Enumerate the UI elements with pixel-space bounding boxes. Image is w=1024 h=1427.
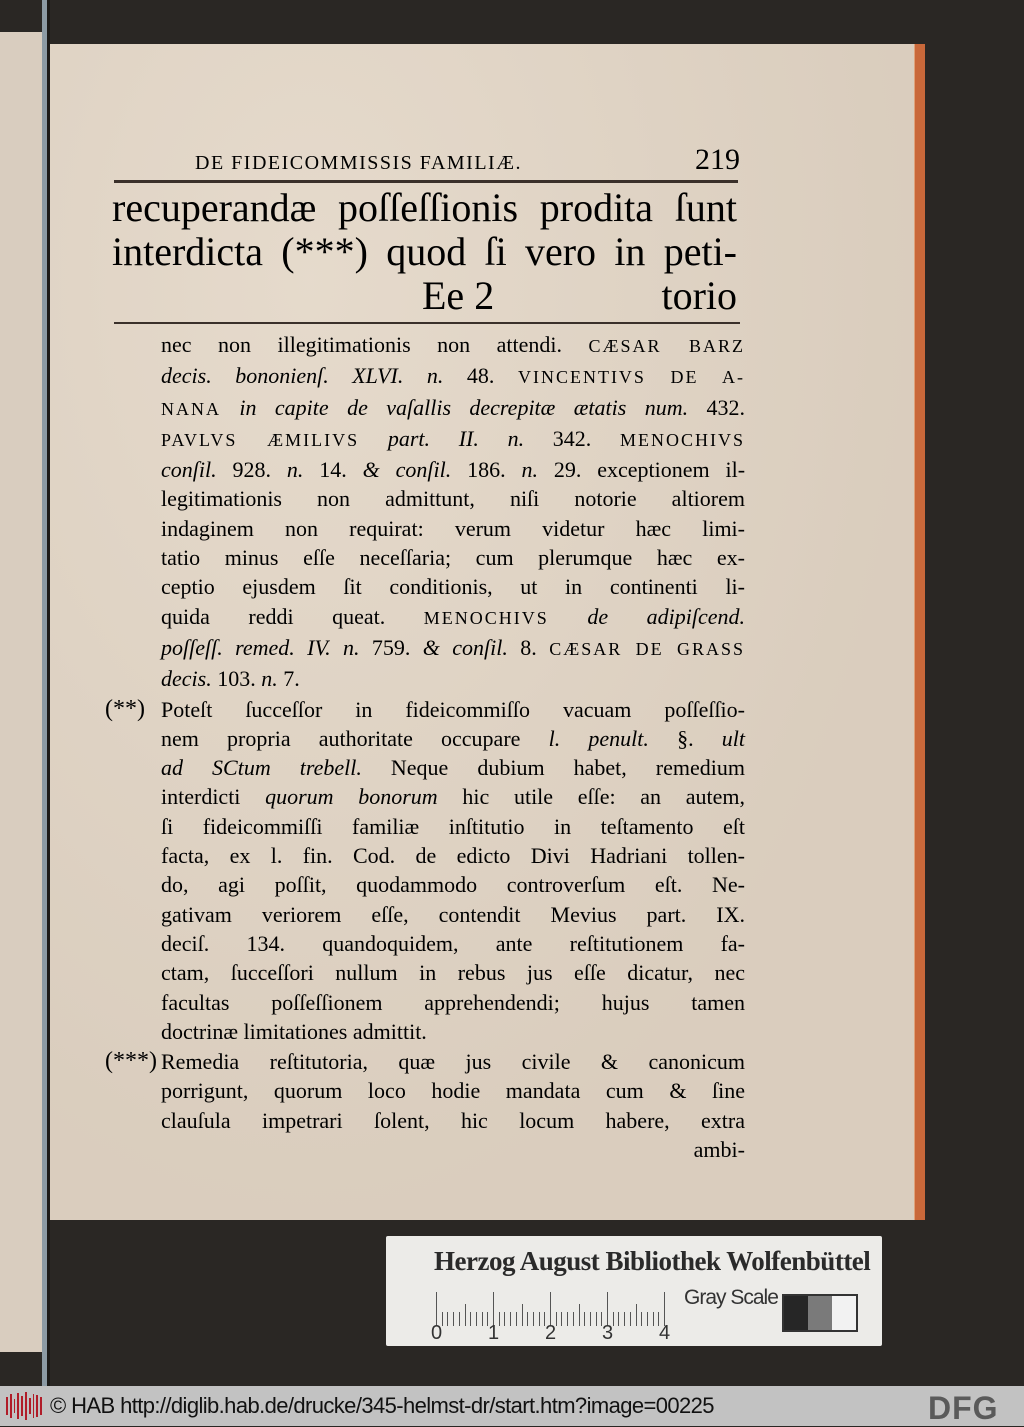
- gray-scale-swatches: [782, 1294, 858, 1332]
- text-run: nem propria authoritate occupare: [161, 725, 549, 751]
- ruler-label: 2: [545, 1322, 557, 1344]
- text-run: clauſula impetrari ſolent, hic locum habere, extra: [161, 1107, 745, 1133]
- text-run: tatio minus eſſe neceſſaria; cum plerumque hæc ex-: [161, 545, 745, 571]
- footnote-line: [161, 602, 745, 633]
- ruler-tick: [567, 1312, 568, 1326]
- main-text: [112, 186, 737, 274]
- text-run: [549, 604, 588, 629]
- gray-scale-label: Gray Scale: [684, 1286, 778, 1309]
- catchword: torio: [661, 273, 737, 318]
- ruler-tick: [618, 1312, 619, 1326]
- footnote-line: [161, 695, 745, 724]
- author-name: PAVLVS ÆMILIVS: [161, 429, 360, 450]
- author-name: CÆSAR BARZ: [588, 336, 745, 356]
- ruler-tick: [590, 1312, 591, 1326]
- ruler-tick: [459, 1312, 460, 1326]
- footnote-line: [161, 1106, 745, 1135]
- citation: & conſil.: [362, 457, 452, 483]
- footnote-triple-asterisk: [105, 1047, 745, 1164]
- citation: in capite de vaſallis decrepitæ ætatis num.: [239, 394, 689, 420]
- text-run: 48.: [443, 363, 518, 389]
- hab-logo-icon: [6, 1392, 42, 1420]
- text-run: 7.: [277, 666, 300, 692]
- ruler-tick: [533, 1312, 534, 1326]
- citation: ult: [721, 725, 745, 751]
- ruler-tick: [584, 1312, 585, 1326]
- ruler-tick: [447, 1312, 448, 1326]
- author-name: MENOCHIVS: [620, 429, 746, 450]
- ruler-tick: [647, 1312, 648, 1326]
- text-run: legitimationis non admittunt, niſi notorie altiorem: [161, 486, 745, 512]
- ruler-tick: [453, 1312, 454, 1326]
- footnote-line: [161, 455, 745, 484]
- text-run: Remedia reſtitutoria, quæ jus civile & canonicum: [161, 1049, 745, 1075]
- text-run: 14.: [303, 457, 363, 483]
- ruler-tick: [436, 1292, 437, 1326]
- footnotes: [105, 330, 745, 1165]
- citation: de adipiſcend.: [587, 603, 745, 629]
- color-reference-card: [386, 1236, 882, 1346]
- text-run: nec non illegitimationis non attendi.: [161, 332, 589, 357]
- page-number: 219: [695, 143, 740, 176]
- text-run: ceptio ejusdem ſit conditionis, ut in continenti li-: [161, 574, 745, 600]
- header-rule: [114, 180, 738, 183]
- citation: & conſil.: [422, 634, 508, 660]
- text-run: ſi fideicommiſſi familiæ inſtitutio in teſtamento eſt: [161, 813, 745, 839]
- citation: n.: [286, 457, 304, 483]
- footnote-line: [161, 330, 745, 361]
- footnote-line: [161, 1047, 745, 1076]
- library-name: Herzog August Bibliothek Wolfenbüttel: [434, 1246, 871, 1276]
- footnote-line: [161, 572, 745, 601]
- footnote-line: [161, 393, 745, 424]
- footer-bar: [0, 1386, 1024, 1426]
- footnote-line: [161, 812, 745, 841]
- text-run: doctrinæ limitationes admittit.: [161, 1018, 427, 1044]
- citation: l. penult.: [548, 725, 649, 751]
- footnote-line: [161, 753, 745, 782]
- gray-swatch: [808, 1296, 832, 1330]
- citation: part. II. n.: [387, 425, 525, 451]
- ruler-label: 0: [431, 1322, 443, 1344]
- footnote-line: [161, 900, 745, 929]
- footnote-line: [161, 1017, 745, 1046]
- ruler-tick: [579, 1304, 580, 1326]
- text-run: Poteſt ſucceſſor in fideicommiſſo vacuam poſſeſſio-: [161, 696, 745, 722]
- text-run: gativam veriorem eſſe, contendit Mevius part. IX.: [161, 901, 745, 927]
- footnote-line: [161, 514, 745, 543]
- footnote-marker: (**): [105, 695, 145, 722]
- ruler-tick: [641, 1312, 642, 1326]
- text-run: indaginem non requirat: verum videtur hæc limi-: [161, 515, 745, 541]
- text-run: do, agi poſſit, quodammodo controverſum eſt. Ne-: [161, 872, 745, 898]
- ruler-tick: [596, 1312, 597, 1326]
- citation: ad SCtum trebell.: [161, 755, 362, 781]
- citation: n.: [521, 457, 538, 483]
- citation: conſil.: [161, 457, 217, 483]
- ruler-tick: [527, 1312, 528, 1326]
- ruler-label: 4: [659, 1322, 671, 1344]
- main-text-line: interdicta (***) quod ſi vero in peti-: [112, 229, 737, 274]
- footnote-rule: [114, 322, 740, 324]
- ruler-tick: [493, 1292, 494, 1326]
- gray-swatch: [832, 1296, 856, 1330]
- footnote-line: [161, 484, 745, 513]
- text-run: ctam, ſucceſſori nullum in rebus jus eſſe dicatur, nec: [161, 960, 745, 986]
- text-run: §.: [648, 725, 722, 751]
- footnote-continuation: [105, 330, 745, 694]
- copyright-link[interactable]: © HAB http://diglib.hab.de/drucke/345-helmst-dr/start.htm?image=00225: [50, 1393, 714, 1418]
- ruler-tick: [510, 1312, 511, 1326]
- footnote-line: [161, 424, 745, 455]
- ruler-tick: [636, 1304, 637, 1326]
- signature-mark: Ee 2: [422, 273, 495, 318]
- ruler-tick: [561, 1312, 562, 1326]
- ruler-label: 1: [488, 1322, 500, 1344]
- citation: poſſeſſ. remed. IV. n.: [161, 634, 360, 660]
- text-run: facta, ex l. fin. Cod. de edicto Divi Hadriani tollen-: [161, 843, 745, 869]
- footnote-marker: (***): [105, 1048, 157, 1075]
- ruler-tick: [476, 1312, 477, 1326]
- ruler-tick: [470, 1312, 471, 1326]
- catchword: ambi-: [693, 1137, 745, 1163]
- citation: n.: [261, 666, 278, 692]
- text-run: quida reddi queat.: [161, 603, 424, 629]
- text-run: [359, 426, 388, 451]
- text-run: 432.: [688, 394, 746, 420]
- text-run: 186.: [451, 457, 522, 483]
- ruler-tick: [653, 1312, 654, 1326]
- text-run: 103.: [211, 666, 262, 692]
- footnote-line: [161, 543, 745, 572]
- footnote-line: [161, 958, 745, 987]
- ruler-tick: [607, 1292, 608, 1326]
- text-run: 8.: [507, 634, 550, 660]
- text-run: Neque dubium habet, remedium: [361, 755, 745, 781]
- ruler-tick: [465, 1304, 466, 1326]
- text-run: hic utile eſſe: an autem,: [437, 784, 745, 810]
- footnote-line: [161, 633, 745, 664]
- ruler-tick: [539, 1312, 540, 1326]
- scale-ruler: [436, 1292, 676, 1326]
- ruler-tick: [522, 1304, 523, 1326]
- footnote-line: [161, 724, 745, 753]
- main-text-line: recuperandæ poſſeſſionis prodita ſunt: [112, 185, 737, 230]
- running-title: DE FIDEICOMMISSIS FAMILIÆ.: [195, 152, 522, 174]
- citation: decis.: [161, 666, 212, 692]
- footnote-line: [161, 361, 745, 392]
- footnote-line: [161, 929, 745, 958]
- footnote-line: [161, 988, 745, 1017]
- ruler-tick: [624, 1312, 625, 1326]
- text-run: porrigunt, quorum loco hodie mandata cum & ſine: [161, 1078, 745, 1104]
- red-page-edge: [914, 44, 925, 1220]
- dfg-logo: DFG: [928, 1390, 999, 1426]
- footnote-line: [161, 841, 745, 870]
- footnote-double-asterisk: [105, 695, 745, 1047]
- text-run: 928.: [216, 457, 287, 483]
- ruler-tick: [630, 1312, 631, 1326]
- author-name: MENOCHIVS: [423, 607, 549, 628]
- text-run: 29. exceptionem il-: [537, 457, 746, 483]
- footnote-line: [161, 870, 745, 899]
- ruler-tick: [664, 1292, 665, 1326]
- ruler-tick: [573, 1312, 574, 1326]
- citation: quorum bonorum: [265, 784, 438, 810]
- ruler-tick: [550, 1292, 551, 1326]
- author-name: NANA: [161, 398, 221, 419]
- ruler-tick: [516, 1312, 517, 1326]
- gray-swatch: [784, 1296, 808, 1330]
- text-run: interdicti: [161, 784, 266, 810]
- author-name: VINCENTIVS DE A-: [517, 367, 745, 388]
- ruler-tick: [504, 1312, 505, 1326]
- citation: decis. bononienſ. XLVI. n.: [161, 363, 444, 389]
- footnote-line: [161, 782, 745, 811]
- running-head: [195, 143, 740, 177]
- ruler-tick: [482, 1312, 483, 1326]
- text-run: deciſ. 134. quandoquidem, ante reſtitutionem fa-: [161, 930, 745, 956]
- text-run: facultas poſſeſſionem apprehendendi; hujus tamen: [161, 989, 745, 1015]
- text-run: 759.: [359, 634, 423, 660]
- footnote-line: [161, 664, 745, 693]
- author-name: CÆSAR DE GRASS: [549, 638, 746, 659]
- text-run: [221, 395, 239, 420]
- adjacent-page-leaf: [0, 32, 44, 1352]
- ruler-label: 3: [602, 1322, 614, 1344]
- text-run: 342.: [524, 425, 620, 451]
- footnote-line: [161, 1076, 745, 1105]
